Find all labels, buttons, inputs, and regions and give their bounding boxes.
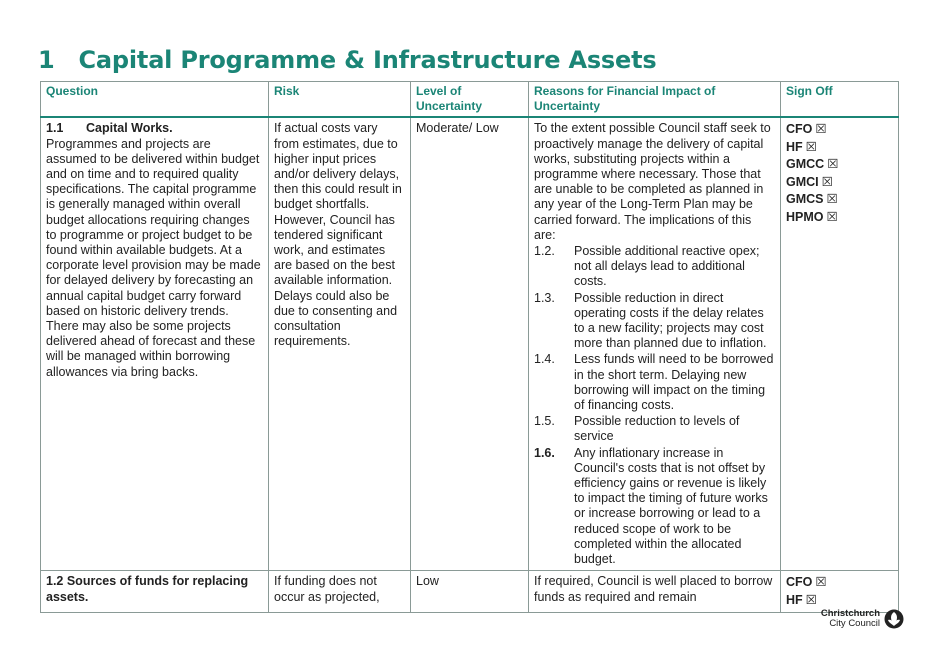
signoff-role: GMCI xyxy=(786,174,819,189)
question-cell xyxy=(41,117,269,570)
reason-number: 1.6. xyxy=(534,445,555,460)
logo-line-2: City Council xyxy=(829,618,880,629)
signoff-item xyxy=(786,174,893,192)
logo-text xyxy=(821,609,880,629)
checkbox-icon: ☒ xyxy=(821,174,833,189)
question-cell xyxy=(41,571,269,613)
signoff-item xyxy=(786,209,893,227)
uncertainty-table xyxy=(40,81,899,613)
list-item xyxy=(534,244,775,290)
signoff-role: HF xyxy=(786,139,803,154)
council-logo xyxy=(821,609,904,629)
signoff-role: CFO xyxy=(786,122,813,137)
uncertainty-cell: Moderate/ Low xyxy=(411,117,529,570)
question-title: Capital Works. xyxy=(86,121,173,136)
signoff-role: GMCC xyxy=(786,157,825,172)
table-row xyxy=(41,117,899,570)
question-body: Programmes and projects are assumed to be delivered within budget and on time and to required quality specifications. The capital programme is generally managed within overall budget allocations requiring changes to programme or project budget to be found within available budgets. At a corporate level provision may be made for delayed delivery by forecasting an annual capital budget carry forward based on historic delivery trends. There may also be some projects delivered ahead of forecast and these will be managed within borrowing allowances via bring backs. xyxy=(46,136,261,379)
reasons-cell xyxy=(529,117,781,570)
checkbox-icon: ☒ xyxy=(826,192,838,207)
question-heading xyxy=(46,121,263,136)
reason-number: 1.3. xyxy=(534,290,555,305)
section-title: Capital Programme & Infrastructure Assets xyxy=(78,46,657,74)
signoff-item xyxy=(786,574,893,592)
reasons-intro: To the extent possible Council staff seek to proactively manage the delivery of capital works, substituting projects within a programme where necessary. Those that are unable to be completed as planned in any year of the Long-Term Plan may be carried forward. The implications of this are: xyxy=(534,121,771,242)
risk-cell: If actual costs vary from estimates, due to higher input prices and/or delivery delays, then this could result in budget shortfalls. However, Council has tendered significant work, and estimates are based on the best available information. Delays could also be due to consenting and consultation requirements. xyxy=(269,117,411,570)
signoff-role: HF xyxy=(786,592,803,607)
reason-text: Possible reduction to levels of service xyxy=(574,414,740,444)
table-header-row xyxy=(41,82,899,118)
question-title: 1.2 Sources of funds for replacing assets. xyxy=(46,574,249,604)
header-risk: Risk xyxy=(269,82,411,118)
section-number: 1 xyxy=(38,46,55,74)
reason-number: 1.4. xyxy=(534,352,555,367)
reason-text: Less funds will need to be borrowed in the short term. Delaying new borrowing will impact on the timing of financing costs. xyxy=(574,352,774,413)
table-row xyxy=(41,571,899,613)
header-reasons: Reasons for Financial Impact of Uncertainty xyxy=(529,82,781,118)
signoff-item xyxy=(786,592,893,610)
checkbox-icon: ☒ xyxy=(805,139,817,154)
header-question: Question xyxy=(41,82,269,118)
signoff-cell xyxy=(781,117,899,570)
checkbox-icon: ☒ xyxy=(826,209,838,224)
signoff-item xyxy=(786,156,893,174)
logo-line-1: Christchurch xyxy=(820,608,880,619)
signoff-cell xyxy=(781,571,899,613)
checkbox-icon: ☒ xyxy=(815,122,827,137)
checkbox-icon: ☒ xyxy=(805,592,817,607)
checkbox-icon: ☒ xyxy=(827,157,839,172)
signoff-role: CFO xyxy=(786,575,813,590)
reason-text: Any inflationary increase in Council's costs that is not offset by efficiency gains or revenue is likely to impact the timing of future works or increase borrowing or lead to a reduced scope of work to be completed within the allocated budget. xyxy=(574,445,768,567)
list-item xyxy=(534,446,775,568)
reason-text: Possible reduction in direct operating costs if the delay relates to a new facility; projects may cost more than planned due to inflation. xyxy=(574,290,767,351)
signoff-item xyxy=(786,139,893,157)
signoff-item xyxy=(786,121,893,139)
uncertainty-cell: Low xyxy=(411,571,529,613)
header-uncertainty: Level of Uncertainty xyxy=(411,82,529,118)
reason-text: Possible additional reactive opex; not all delays lead to additional costs. xyxy=(574,244,760,289)
risk-cell: If funding does not occur as projected, xyxy=(269,571,411,613)
signoff-role: GMCS xyxy=(786,192,824,207)
checkbox-icon: ☒ xyxy=(815,575,827,590)
page-title xyxy=(38,46,656,74)
reason-number: 1.2. xyxy=(534,244,555,259)
reason-number: 1.5. xyxy=(534,414,555,429)
header-signoff: Sign Off xyxy=(781,82,899,118)
question-number: 1.1 xyxy=(46,121,64,136)
list-item xyxy=(534,291,775,352)
ccc-emblem-icon xyxy=(884,609,904,629)
signoff-role: HPMO xyxy=(786,209,824,224)
reasons-cell: If required, Council is well placed to borrow funds as required and remain xyxy=(529,571,781,613)
list-item xyxy=(534,352,775,413)
signoff-item xyxy=(786,191,893,209)
list-item xyxy=(534,414,775,444)
